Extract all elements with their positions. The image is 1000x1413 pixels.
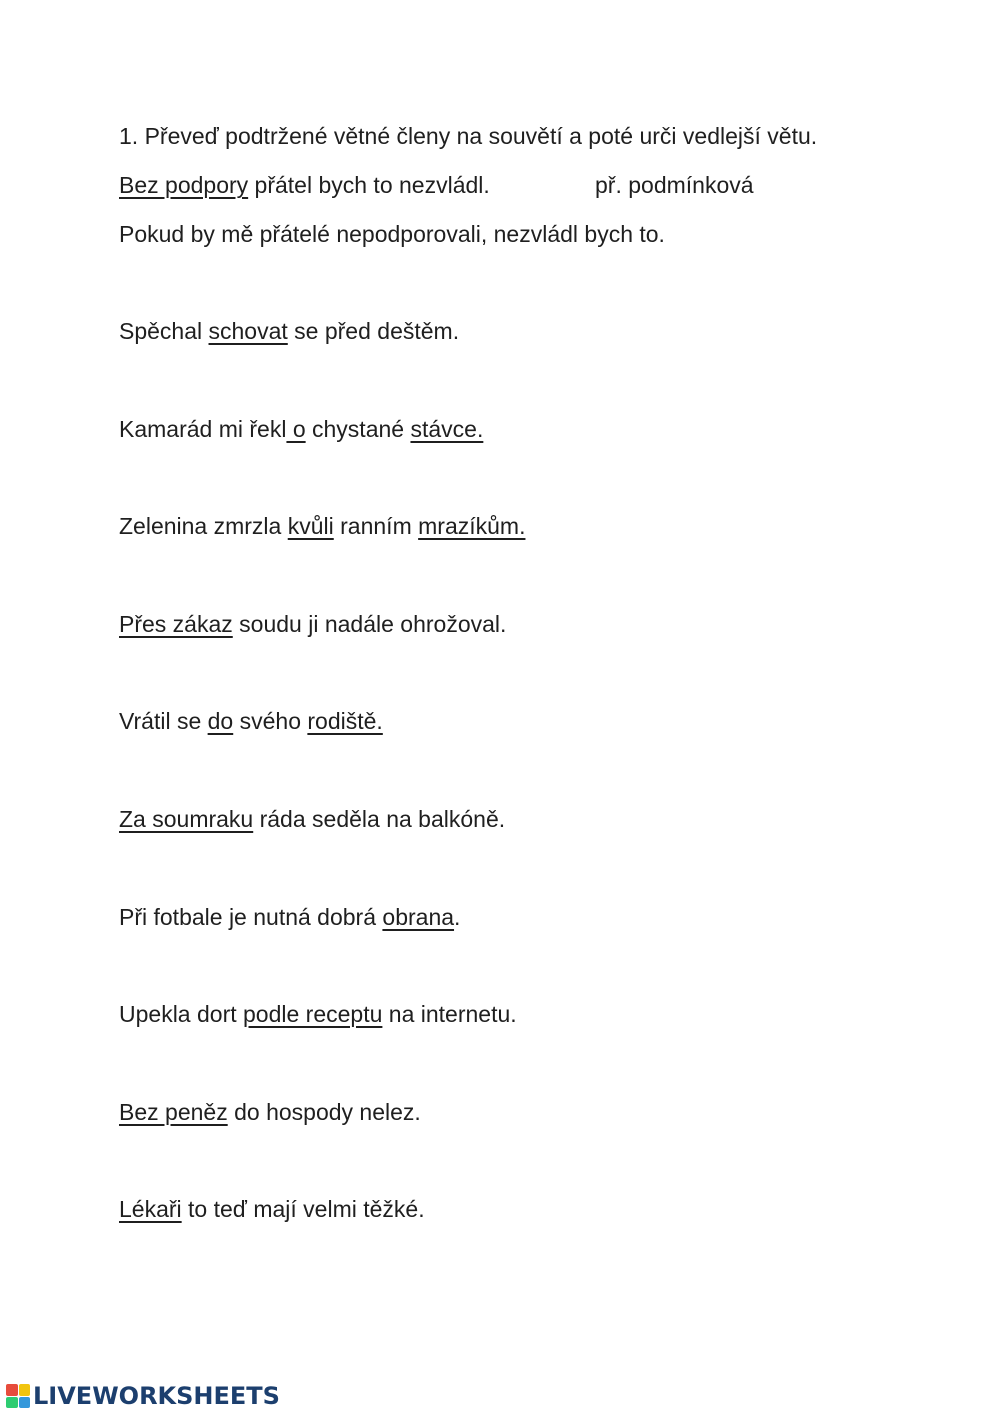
underlined-segment: obrana <box>382 904 455 930</box>
underlined-segment: Přes zákaz <box>119 611 233 637</box>
exercise-sentence <box>119 804 505 834</box>
underlined-segment: Bez peněz <box>119 1099 228 1125</box>
underlined-segment: schovat <box>208 318 288 344</box>
text-segment: na internetu. <box>382 1001 517 1027</box>
underlined-segment: o <box>286 416 306 442</box>
text-segment: Spěchal <box>119 318 209 344</box>
exercise-sentence <box>119 706 383 736</box>
exercise-sentence <box>119 999 517 1029</box>
text-segment: se před deštěm. <box>287 318 460 344</box>
example-sentence <box>119 170 490 200</box>
underlined-segment: Za soumraku <box>119 806 254 832</box>
text-segment: ranním <box>333 513 419 539</box>
text-segment: ráda seděla na balkóně. <box>253 806 506 832</box>
text-segment: Upekla dort <box>119 1001 244 1027</box>
underlined-segment: mrazíkům. <box>418 513 526 539</box>
exercise-sentence <box>119 609 506 639</box>
text-segment: Vrátil se <box>119 708 208 734</box>
underlined-segment: rodiště. <box>307 708 383 734</box>
exercise-sentence <box>119 414 483 444</box>
text-segment: Zelenina zmrzla <box>119 513 288 539</box>
example-clause-type: př. podmínková <box>595 172 754 198</box>
text-segment: svého <box>233 708 308 734</box>
underlined-segment: podle receptu <box>243 1001 383 1027</box>
text-segment: chystané <box>305 416 411 442</box>
exercise-sentence <box>119 1194 425 1224</box>
text-segment: to teď mají velmi těžké. <box>181 1196 425 1222</box>
underlined-segment: do <box>207 708 234 734</box>
exercise-sentence <box>119 316 459 346</box>
footer-logo <box>6 1381 280 1411</box>
underlined-segment: Bez podpory <box>119 172 249 198</box>
text-segment: do hospody nelez. <box>227 1099 421 1125</box>
text-segment: . <box>454 904 461 930</box>
text-segment: Při fotbale je nutná dobrá <box>119 904 383 930</box>
exercise-sentence <box>119 1097 421 1127</box>
instruction-text: 1. Převeď podtržené větné členy na souvětí a poté urči vedlejší větu. <box>119 123 818 149</box>
underlined-segment: kvůli <box>287 513 334 539</box>
liveworksheets-logo-icon <box>6 1384 30 1408</box>
text-segment: soudu ji nadále ohrožoval. <box>232 611 507 637</box>
text-segment: přátel bych to nezvládl. <box>248 172 490 198</box>
underlined-segment: stávce. <box>410 416 484 442</box>
example-answer: Pokud by mě přátelé nepodporovali, nezvládl bych to. <box>119 221 665 247</box>
exercise-sentence <box>119 902 460 932</box>
text-segment: Kamarád mi řekl <box>119 416 287 442</box>
exercise-sentence <box>119 511 525 541</box>
logo-text: LIVEWORKSHEETS <box>33 1382 280 1410</box>
underlined-segment: Lékaři <box>119 1196 182 1222</box>
